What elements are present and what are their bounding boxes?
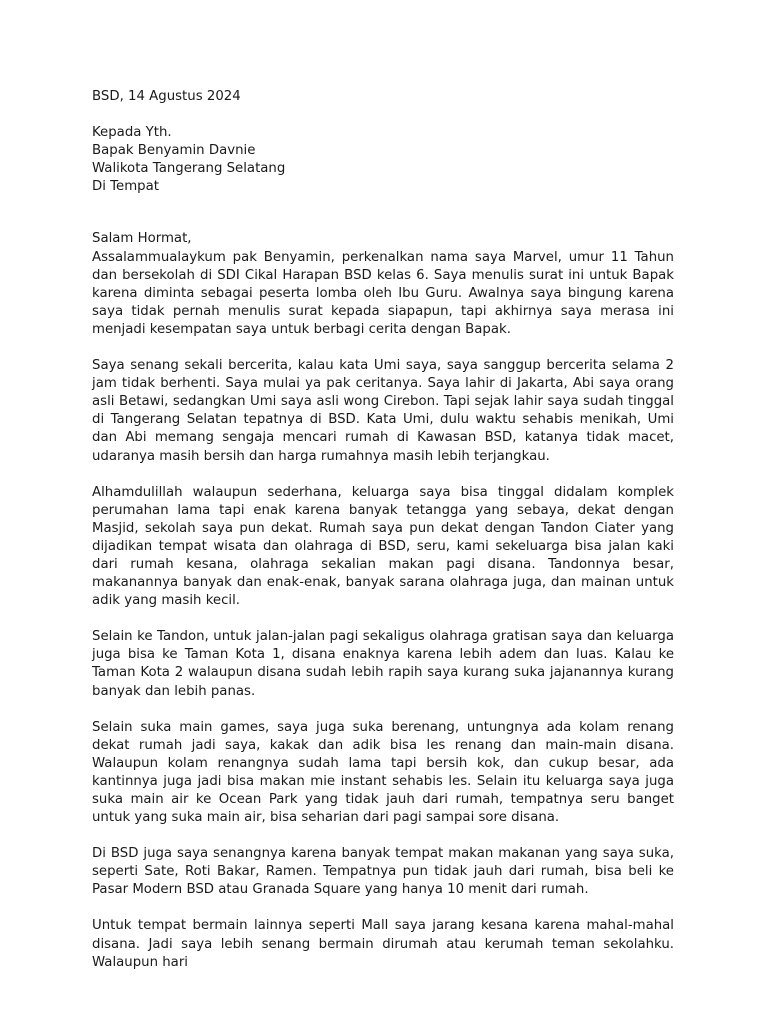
recipient-line: Di Tempat <box>92 179 159 195</box>
body-paragraph: Di BSD juga saya senangnya karena banyak tempat makan makanan yang saya suka, seperti Sate, Roti Bakar, Ramen. Tempatnya pun tidak jauh dari rumah, bisa beli ke Pasar Modern BSD atau Granada Square yang hanya 10 menit dari rumah. <box>92 846 674 898</box>
body-paragraph: Selain suka main games, saya juga suka berenang, untungnya ada kolam renang dekat rumah jadi saya, kakak dan adik bisa les renang dan main-main disana. Walaupun kolam renangnya sudah lama tapi bersih kok, dan cukup besar, ada kantinnya juga jadi bisa makan mie instant sehabis les. Selain itu keluarga saya juga suka main air ke Ocean Park yang tidak jauh dari rumah, tempatnya seru banget untuk yang suka main air, bisa seharian dari pagi sampai sore disana. <box>92 719 674 826</box>
letter-date: BSD, 14 Agustus 2024 <box>92 89 241 104</box>
spacer <box>92 610 674 628</box>
recipient-line: Kepada Yth. <box>92 125 172 141</box>
body-paragraph: Saya senang sekali bercerita, kalau kata Umi saya, saya sanggup bercerita selama 2 jam tidak berhenti. Saya mulai ya pak ceritanya. Saya lahir di Jakarta, Abi saya orang asli Betawi, sedangkan Umi saya asli wong Cirebon. Tapi sejak lahir saya sudah tinggal di Tangerang Selatan tepatnya di BSD. Kata Umi, dulu waktu sehabis menikah, Umi dan Abi memang sengaja mencari rumah di Kawasan BSD, katanya tidak macet, udaranya masih bersih dan harga rumahnya masih lebih terjangkau. <box>92 358 674 464</box>
letter-page <box>92 88 674 972</box>
spacer <box>92 701 674 719</box>
recipient-line: Bapak Benyamin Davnie <box>92 143 256 159</box>
recipient-block <box>92 124 674 196</box>
greeting: Salam Hormat, <box>92 231 192 247</box>
spacer <box>92 106 674 124</box>
recipient-line: Walikota Tangerang Selatang <box>92 161 286 177</box>
spacer <box>92 899 674 917</box>
spacer <box>92 196 674 230</box>
spacer <box>92 827 674 845</box>
spacer <box>92 466 674 484</box>
body-paragraph: Alhamdulillah walaupun sederhana, keluarga saya bisa tinggal didalam komplek perumahan lama tapi enak karena banyak tetangga yang sebaya, dekat dengan Masjid, sekolah saya pun dekat. Rumah saya pun dekat dengan Tandon Ciater yang dijadikan tempat wisata dan olahraga di BSD, seru, kami sekeluarga bisa jalan kaki dari rumah kesana, olahraga sekalian makan pagi disana. Tandonnya besar, makanannya banyak dan enak-enak, banyak sarana olahraga juga, dan mainan untuk adik yang masih kecil. <box>92 484 674 609</box>
body-paragraph: Untuk tempat bermain lainnya seperti Mall saya jarang kesana karena mahal-mahal disana. Jadi saya lebih senang bermain dirumah atau kerumah teman sekolahku. Walaupun hari <box>92 918 674 970</box>
body-paragraph: Assalammualaykum pak Benyamin, perkenalkan nama saya Marvel, umur 11 Tahun dan bersekolah di SDI Cikal Harapan BSD kelas 6. Saya menulis surat ini untuk Bapak karena diminta sebagai peserta lomba oleh Ibu Guru. Awalnya saya bingung karena saya tidak pernah menulis surat kepada siapapun, tapi akhirnya saya merasa ini menjadi kesempatan saya untuk berbagi cerita dengan Bapak. <box>92 249 674 337</box>
body-paragraph: Selain ke Tandon, untuk jalan-jalan pagi sekaligus olahraga gratisan saya dan keluarga juga bisa ke Taman Kota 1, disana enaknya karena lebih adem dan luas. Kalau ke Taman Kota 2 walaupun disana sudah lebih rapih saya kurang suka jajanannya kurang banyak dan lebih panas. <box>92 629 674 699</box>
spacer <box>92 339 674 357</box>
